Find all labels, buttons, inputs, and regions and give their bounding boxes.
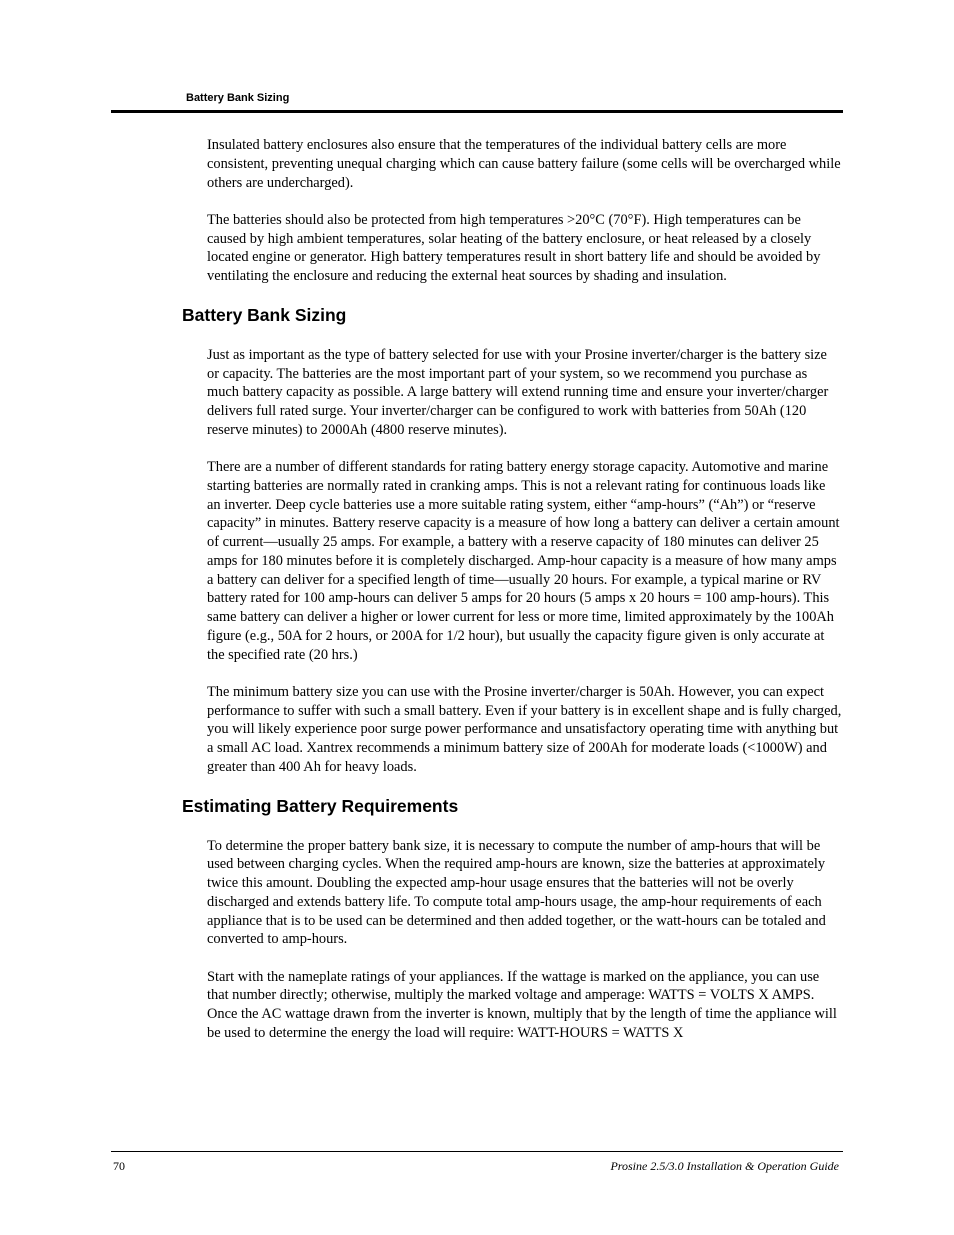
main-content <box>182 136 844 1061</box>
paragraph: The minimum battery size you can use with the Prosine inverter/charger is 50Ah. However, you can expect performance to suffer with such a small battery. Even if your battery is in excellent shape and is fully charged, you will likely experience poor surge power performance and unsatisfactory operating time with anything but a small AC load. Xantrex recommends a minimum battery size of 200Ah for moderate loads (<1000W) and greater than 400 Ah for heavy loads. <box>207 683 842 775</box>
footer-document-title: Prosine 2.5/3.0 Installation & Operation Guide <box>610 1159 839 1173</box>
section-heading: Battery Bank Sizing <box>182 304 347 325</box>
section-heading: Estimating Battery Requirements <box>182 795 459 816</box>
paragraph: The batteries should also be protected from high temperatures >20°C (70°F). High temperatures can be caused by high ambient temperatures, solar heating of the battery enclosure, or heat released by a closely located engine or generator. High battery temperatures result in short battery life and should be avoided by ventilating the enclosure and reducing the external heat sources by shading and insulation. <box>207 211 821 284</box>
header-rule <box>111 110 843 113</box>
page-number: 70 <box>113 1159 125 1173</box>
paragraph: Start with the nameplate ratings of your appliances. If the wattage is marked on the appliance, you can use that number directly; otherwise, multiply the marked voltage and amperage: WATTS = VOLTS X AMPS. Once the AC wattage drawn from the inverter is known, multiply that by the length of time the appliance will be used to determine the energy the load will require: WATT-HOURS = WATTS X <box>207 968 837 1041</box>
paragraph: To determine the proper battery bank size, it is necessary to compute the number of amp-hours that will be used between charging cycles. When the required amp-hours are known, size the batteries at approximately twice this amount. Doubling the expected amp-hour usage ensures that the batteries will not be overly discharged and extends battery life. To compute total amp-hours usage, the amp-hour requirements of each appliance that is to be used can be determined and then added together, or the watt-hours can be totaled and converted to amp-hours. <box>207 837 826 948</box>
paragraph: There are a number of different standards for rating battery energy storage capacity. Automotive and marine starting batteries are normally rated in cranking amps. This is not a relevant rating for continuous loads like an inverter. Deep cycle batteries use a more suitable rating system, either “amp-hours” (“Ah”) or “reserve capacity” in minutes. Battery reserve capacity is a measure of how long a battery can deliver a certain amount of current—usually 25 amps. For example, a battery with a reserve capacity of 180 minutes can deliver 25 amps for 180 minutes before it is completely discharged. Amp-hour capacity is a measure of how many amps a battery can deliver for a specified length of time—usually 20 hours. For example, a typical marine or RV battery rated for 100 amp-hours can deliver 5 amps for 20 hours (5 amps x 20 hours = 100 amp-hours). This same battery can deliver a higher or lower current for less or more time, limited approximately by the 100Ah figure (e.g., 50A for 2 hours, or 200A for 1/2 hour), but usually the capacity figure given is only accurate at the specified rate (20 hrs.) <box>207 459 840 663</box>
paragraph: Just as important as the type of battery selected for use with your Prosine inverter/charger is the battery size or capacity. The batteries are the most important part of your system, so we recommend you purchase as much battery capacity as possible. A large battery will extend running time and ensure your inverter/charger delivers full rated surge. Your inverter/charger can be configured to work with batteries from 50Ah (120 reserve minutes) to 2000Ah (4800 reserve minutes). <box>207 346 829 438</box>
footer-rule <box>111 1151 843 1152</box>
paragraph: Insulated battery enclosures also ensure that the temperatures of the individual battery cells are more consistent, preventing unequal charging which can cause battery failure (some cells will be overcharged while others are undercharged). <box>207 137 841 191</box>
running-header: Battery Bank Sizing <box>186 92 290 104</box>
